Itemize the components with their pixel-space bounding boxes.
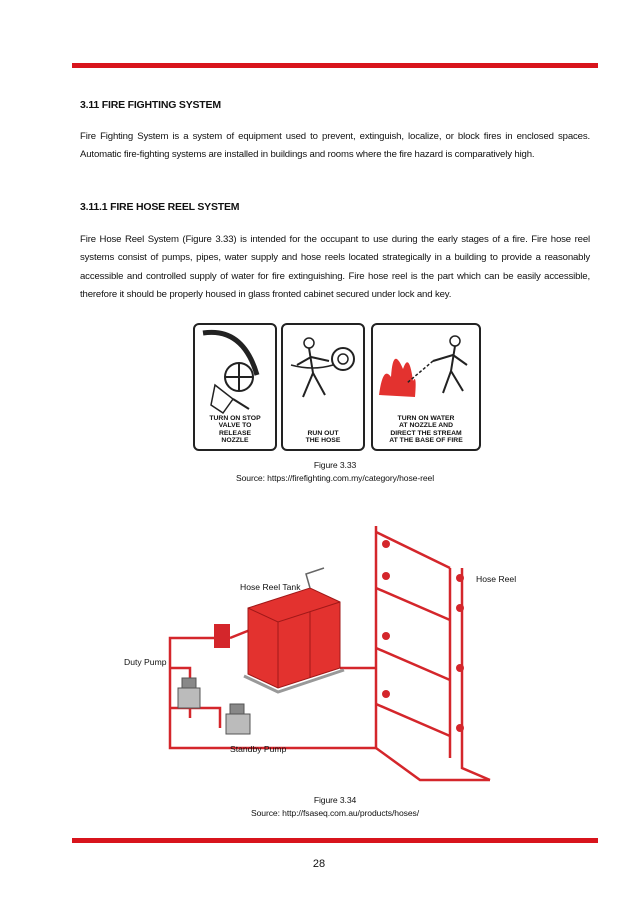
label-duty-pump: Duty Pump bbox=[124, 657, 167, 667]
panel-caption-run-out-hose: RUN OUT THE HOSE bbox=[305, 429, 341, 445]
label-hose-reel-tank: Hose Reel Tank bbox=[240, 582, 301, 592]
panel-caption-turn-on-water: TURN ON WATER AT NOZZLE AND DIRECT THE STREAM AT THE BASE OF FIRE bbox=[389, 414, 463, 445]
figure-3-34-source: Source: http://fsaseq.com.au/products/hoses/ bbox=[250, 807, 420, 818]
control-panel-box bbox=[214, 624, 230, 648]
standby-pump-group bbox=[226, 704, 250, 734]
fire-hose-reel-paragraph: Fire Hose Reel System (Figure 3.33) is intended for the occupant to use during the early stages of a fire. Fire hose reel systems consist of pumps, pipes, water supply and hose reels located strategically in a building to provide a reasonably accessible and controlled supply of water for fire extinguishing. Fire hose reel is the part which can be easily accessible, therefore it should be properly housed in glass fronted cabinet secured under lock and key. bbox=[80, 234, 590, 301]
top-red-rule bbox=[72, 63, 598, 68]
figure-3-34-hose-reel-system-diagram bbox=[110, 518, 517, 788]
figure-3-33-source: Source: https://firefighting.com.my/category/hose-reel bbox=[235, 472, 435, 483]
hose-reel-system-diagram bbox=[110, 518, 510, 788]
figure-3-33-caption bbox=[100, 459, 570, 484]
figure-3-34-caption bbox=[100, 794, 570, 819]
figure-3-33-hose-reel-instructions bbox=[193, 323, 479, 448]
label-standby-pump: Standby Pump bbox=[230, 744, 287, 754]
fire-fighting-system-paragraph: Fire Fighting System is a system of equipment used to prevent, extinguish, localize, or block fires in enclosed spaces. Automatic fire-fighting systems are installed in buildings and rooms where the fire hazard is comparatively high. bbox=[80, 131, 590, 161]
instruction-panel-run-out-hose bbox=[281, 323, 365, 451]
section-heading-fire-hose-reel-system: 3.11.1 FIRE HOSE REEL SYSTEM bbox=[80, 201, 240, 213]
page-number: 28 bbox=[312, 858, 326, 870]
label-hose-reel: Hose Reel bbox=[476, 574, 517, 584]
bottom-red-rule bbox=[72, 838, 598, 843]
hose-reel-markers bbox=[382, 540, 464, 732]
figure-3-34-title: Figure 3.34 bbox=[313, 795, 357, 805]
section-heading-fire-fighting-system: 3.11 FIRE FIGHTING SYSTEM bbox=[80, 99, 221, 111]
fire-icon bbox=[379, 359, 416, 397]
duty-pump-group bbox=[178, 678, 200, 708]
figure-3-33-title: Figure 3.33 bbox=[313, 460, 357, 470]
panel-caption-stop-valve: TURN ON STOP VALVE TO RELEASE NOZZLE bbox=[209, 414, 261, 445]
instruction-panel-stop-valve bbox=[193, 323, 277, 451]
hose-reel-tank-group bbox=[244, 588, 344, 692]
instruction-panel-turn-on-water bbox=[371, 323, 481, 451]
